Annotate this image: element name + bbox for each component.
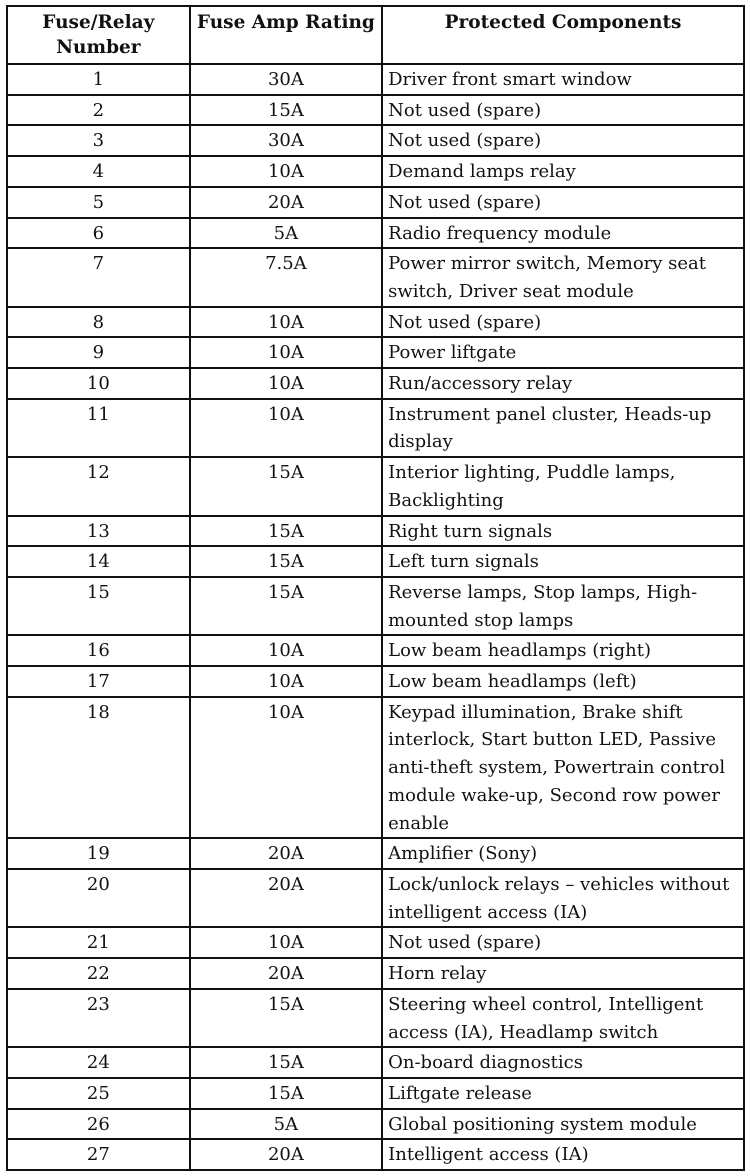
amp-rating: 5A — [190, 218, 382, 249]
fuse-number: 24 — [7, 1047, 190, 1078]
fuse-number: 3 — [7, 125, 190, 156]
fuse-number: 12 — [7, 457, 190, 515]
fuse-number: 1 — [7, 64, 190, 95]
protected-components: Driver front smart window — [382, 64, 744, 95]
fuse-number: 15 — [7, 577, 190, 635]
amp-rating: 15A — [190, 457, 382, 515]
table-row — [7, 666, 744, 697]
table-row — [7, 1139, 744, 1170]
protected-components: Reverse lamps, Stop lamps, High-mounted stop lamps — [382, 577, 744, 635]
fuse-number: 20 — [7, 869, 190, 927]
table-row — [7, 64, 744, 95]
table-row — [7, 927, 744, 958]
amp-rating: 10A — [190, 635, 382, 666]
table-row — [7, 546, 744, 577]
amp-rating: 15A — [190, 989, 382, 1047]
fuse-number: 9 — [7, 337, 190, 368]
protected-components: Low beam headlamps (left) — [382, 666, 744, 697]
protected-components: Lock/unlock relays – vehicles without intelligent access (IA) — [382, 869, 744, 927]
table-row — [7, 95, 744, 126]
amp-rating: 10A — [190, 697, 382, 839]
protected-components: Not used (spare) — [382, 125, 744, 156]
table-row — [7, 1078, 744, 1109]
amp-rating: 20A — [190, 838, 382, 869]
header-row — [7, 6, 744, 64]
protected-components: Global positioning system module — [382, 1109, 744, 1140]
protected-components: Not used (spare) — [382, 307, 744, 338]
fuse-number: 10 — [7, 368, 190, 399]
amp-rating: 7.5A — [190, 248, 382, 306]
table-row — [7, 577, 744, 635]
amp-rating: 5A — [190, 1109, 382, 1140]
fuse-number: 7 — [7, 248, 190, 306]
fuse-number: 16 — [7, 635, 190, 666]
amp-rating: 10A — [190, 666, 382, 697]
protected-components: Liftgate release — [382, 1078, 744, 1109]
table-row — [7, 989, 744, 1047]
fuse-number: 2 — [7, 95, 190, 126]
amp-rating: 15A — [190, 577, 382, 635]
amp-rating: 15A — [190, 1078, 382, 1109]
protected-components: Keypad illumination, Brake shift interlock, Start button LED, Passive anti-theft system, Powertrain control module wake-up, Second row power enable — [382, 697, 744, 839]
fuse-number: 11 — [7, 399, 190, 457]
fuse-number: 5 — [7, 187, 190, 218]
amp-rating: 10A — [190, 368, 382, 399]
fuse-number: 6 — [7, 218, 190, 249]
table-row — [7, 1109, 744, 1140]
amp-rating: 15A — [190, 1047, 382, 1078]
fuse-number: 23 — [7, 989, 190, 1047]
protected-components: Amplifier (Sony) — [382, 838, 744, 869]
fuse-number: 17 — [7, 666, 190, 697]
protected-components: Horn relay — [382, 958, 744, 989]
amp-rating: 15A — [190, 95, 382, 126]
table-row — [7, 156, 744, 187]
fuse-number: 13 — [7, 516, 190, 547]
amp-rating: 15A — [190, 546, 382, 577]
protected-components: Run/accessory relay — [382, 368, 744, 399]
protected-components: Power mirror switch, Memory seat switch, Driver seat module — [382, 248, 744, 306]
protected-components: Not used (spare) — [382, 187, 744, 218]
fuse-table — [6, 5, 745, 1171]
table-row — [7, 869, 744, 927]
protected-components: Intelligent access (IA) — [382, 1139, 744, 1170]
table-row — [7, 457, 744, 515]
protected-components: Interior lighting, Puddle lamps, Backlighting — [382, 457, 744, 515]
table-row — [7, 697, 744, 839]
protected-components: Demand lamps relay — [382, 156, 744, 187]
header-components: Protected Components — [382, 6, 744, 64]
fuse-number: 21 — [7, 927, 190, 958]
table-row — [7, 187, 744, 218]
protected-components: Power liftgate — [382, 337, 744, 368]
table-row — [7, 218, 744, 249]
fuse-number: 27 — [7, 1139, 190, 1170]
fuse-number: 8 — [7, 307, 190, 338]
table-row — [7, 125, 744, 156]
header-number: Fuse/Relay Number — [7, 6, 190, 64]
protected-components: Not used (spare) — [382, 95, 744, 126]
fuse-number: 25 — [7, 1078, 190, 1109]
amp-rating: 10A — [190, 337, 382, 368]
table-row — [7, 958, 744, 989]
protected-components: Right turn signals — [382, 516, 744, 547]
table-row — [7, 307, 744, 338]
amp-rating: 20A — [190, 1139, 382, 1170]
table-row — [7, 248, 744, 306]
table-row — [7, 337, 744, 368]
amp-rating: 10A — [190, 927, 382, 958]
table-row — [7, 368, 744, 399]
table-row — [7, 1047, 744, 1078]
protected-components: On-board diagnostics — [382, 1047, 744, 1078]
table-body — [7, 64, 744, 1170]
table-row — [7, 516, 744, 547]
fuse-number: 14 — [7, 546, 190, 577]
amp-rating: 15A — [190, 516, 382, 547]
amp-rating: 10A — [190, 156, 382, 187]
header-rating: Fuse Amp Rating — [190, 6, 382, 64]
protected-components: Steering wheel control, Intelligent access (IA), Headlamp switch — [382, 989, 744, 1047]
protected-components: Instrument panel cluster, Heads-up display — [382, 399, 744, 457]
amp-rating: 20A — [190, 958, 382, 989]
fuse-number: 22 — [7, 958, 190, 989]
amp-rating: 10A — [190, 399, 382, 457]
fuse-number: 19 — [7, 838, 190, 869]
protected-components: Low beam headlamps (right) — [382, 635, 744, 666]
amp-rating: 20A — [190, 187, 382, 218]
amp-rating: 30A — [190, 125, 382, 156]
fuse-number: 4 — [7, 156, 190, 187]
table-row — [7, 399, 744, 457]
amp-rating: 30A — [190, 64, 382, 95]
amp-rating: 10A — [190, 307, 382, 338]
table-row — [7, 838, 744, 869]
amp-rating: 20A — [190, 869, 382, 927]
protected-components: Not used (spare) — [382, 927, 744, 958]
protected-components: Left turn signals — [382, 546, 744, 577]
fuse-number: 18 — [7, 697, 190, 839]
protected-components: Radio frequency module — [382, 218, 744, 249]
fuse-number: 26 — [7, 1109, 190, 1140]
table-row — [7, 635, 744, 666]
